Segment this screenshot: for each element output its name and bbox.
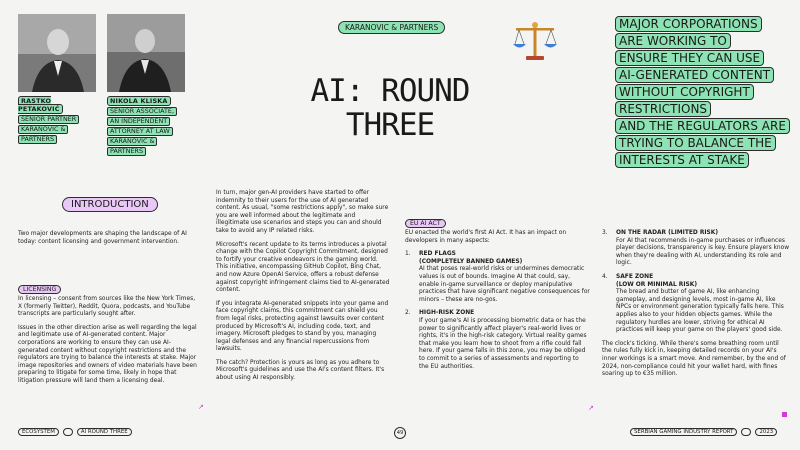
- page-title: AI: ROUND THREE: [310, 73, 470, 143]
- body-paragraph: In turn, major gen-AI providers have started to offer indemnity to their users for the use of AI generated content. As usual, "some restrictions apply", so make sure you are well informed about the legitimate and illegitimate use scenarios and steps you can and should take to avoid any IP related risks.: [216, 190, 389, 234]
- portrait-image: [18, 14, 96, 92]
- licensing-paragraph: Issues in the other direction arise as well regarding the legal and legitimate use of AI-generated content. Major corporations are working to ensure they can use AI-generated content without copyright restrictions and the regulators are trying to balance the interests at stake. Major image repositories and owners of video materials have been preparing to litigate for some time, likely in hope that litigation pressure will land them a licensing deal.: [18, 324, 197, 384]
- section-heading-introduction: INTRODUCTION: [62, 197, 158, 212]
- pull-quote: MAJOR CORPORATIONS ARE WORKING TO ENSURE THEY CAN USE AI-GENERATED CONTENT WITHOUT COPYRIGHT RESTRICTIONS AND THE REGULATORS ARE TRYING TO BALANCE THE INTERESTS AT STAKE: [615, 16, 795, 169]
- page-number: 49: [394, 427, 406, 439]
- closing-paragraph: The clock's ticking. While there's some breathing room until the rules fully kick in, keeping detailed records on your AI's inner workings is a smart move. And remember, by the end of 2024, non-compliance could hit your wallet hard, with fines soaring up to €35 million.: [602, 340, 786, 378]
- footer-article: AI ROUND THREE: [77, 428, 132, 436]
- footer-separator: [63, 428, 73, 436]
- body-paragraph: If you integrate AI-generated snippets into your game and face copyright claims, this commitment can shield you from legal risks, protecting against lawsuits over content produced by Microsoft's AI, including code, text, and imagery. Microsoft pledges to stand by you, managing legal defenses and any financial repercussions from lawsuits.: [216, 300, 389, 353]
- author-name: NIKOLA KLISKA: [107, 97, 197, 105]
- licensing-paragraph: In licensing – consent from sources like the New York Times, X (formerly Twitter), Reddit, Quora, podcasts, and YouTube transcripts are particularly sought after.: [18, 296, 196, 318]
- portrait-image: [107, 14, 185, 92]
- justice-scale-icon: [512, 20, 558, 64]
- footer-year: 2023: [755, 428, 777, 436]
- footer-report: SERBIAN GAMING INDUSTRY REPORT: [630, 428, 737, 436]
- author-role: SENIOR ASSOCIATE, AN INDEPENDENT ATTORNEY AT LAW KARANOVIC & PARTNERS: [107, 107, 197, 157]
- eu-intro: EU enacted the world's first AI Act. It has an impact on developers in many aspects:: [405, 230, 567, 244]
- body-paragraph: The catch? Protection is yours as long as you adhere to Microsoft's guidelines and use the AI's content filters. It's about using AI responsibly.: [216, 359, 385, 382]
- author-photo-kliska: [107, 14, 185, 92]
- author-name: RASTKO PETAKOVIĆ: [18, 97, 98, 113]
- section-heading-eu-ai-act: EU AI ACT: [405, 219, 446, 228]
- footer-section: ECOSYSTEM: [18, 428, 59, 436]
- arrow-icon: ↗: [588, 404, 594, 412]
- list-item: 3. ON THE RADAR (LIMITED RISK) For AI that recommends in-game purchases or influences player decisions, transparency is key. Ensure players know when they're dealing with AI, understanding its role and logic.: [602, 230, 790, 267]
- footer-separator: [741, 428, 751, 436]
- firm-badge: KARANOVIC & PARTNERS: [338, 21, 445, 34]
- list-item: 1. RED FLAGS (COMPLETELY BANNED GAMES) AI that poses real-world risks or undermines democratic values is out of bounds. Imagine AI that could, say, enable in-game surveillance or deploy manipulative practices that have significant negative consequences for minors – these are no-gos.: [405, 251, 590, 303]
- intro-text: Two major developments are shaping the landscape of AI today: content licensing and government intervention.: [18, 231, 187, 245]
- author-photo-petakovic: [18, 14, 96, 92]
- section-heading-licensing: LICENSING: [18, 285, 61, 294]
- author-role: SENIOR PARTNER KARANOVIC & PARTNERS: [18, 115, 98, 145]
- body-paragraph: Microsoft's recent update to its terms introduces a pivotal change with the Copilot Copyright Commitment, designed to fortify your creative endeavors in the gaming world. This initiative, encompassing GitHub Copilot, Bing Chat, and now Azure OpenAI Service, offers a robust defense against copyright infringement claims tied to AI-generated content.: [216, 241, 390, 294]
- list-item: 4. SAFE ZONE (LOW OR MINIMAL RISK) The bread and butter of game AI, like enhancing gameplay, and designing levels, most in-game AI, like NPCs or environment generation typically falls here. This applies also to your hidden objects games. While the regulatory hurdles are lower, striving for ethical AI practices will keep your game on the players' good side.: [602, 273, 784, 334]
- accent-square: [782, 412, 787, 417]
- list-item: 2. HIGH-RISK ZONE If your game's AI is processing biometric data or has the power to significantly affect player's real-world lives or rights, it's in the high-risk category. Virtual reality games that make you learn how to shoot from a rifle could fall here. If your game falls in this zone, you may be obliged to commit to a series of assessments and reporting to the EU authorities.: [405, 310, 587, 370]
- arrow-icon: ↗: [198, 403, 204, 411]
